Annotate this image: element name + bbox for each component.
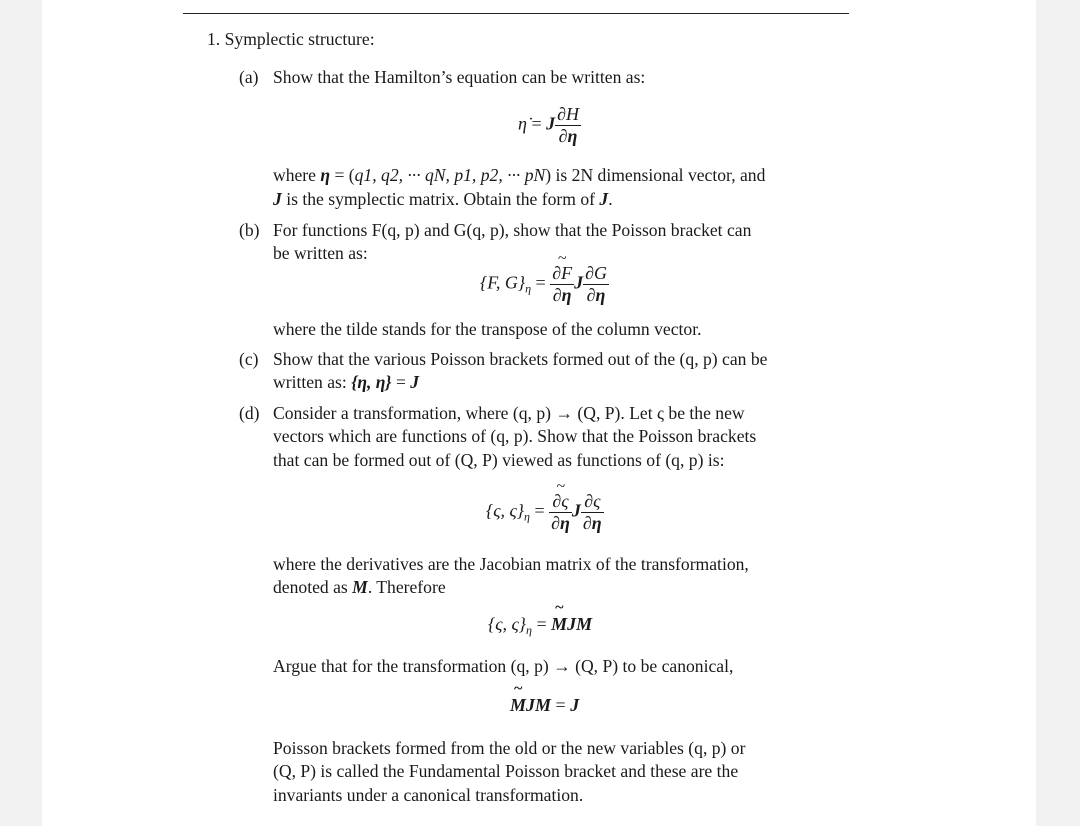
part-d-equation1: {ς, $\varsigma\}_\eta$ = ~ ∂ς ∂η J $\frac{\partial\varsigma}{\partial\eta}$ bbox=[486, 478, 602, 533]
part-d-line7: Poisson brackets formed from the old or the new variables (q, p) or bbox=[273, 738, 746, 758]
fraction-dG-deta: $\frac{\partial G}{\partial\eta}$ bbox=[585, 263, 607, 305]
part-c-line1: Show that the various Poisson brackets formed out of the (q, p) can be bbox=[273, 349, 768, 369]
part-d-line9: invariants under a canonical transformation. bbox=[273, 785, 584, 805]
problem-number: 1. bbox=[207, 29, 221, 49]
part-d-equation2: {ς, $\varsigma\}_\eta$ = ~ MJM bbox=[488, 599, 593, 637]
part-d-line1: Consider a transformation, where (q, p) → (Q, P). Let ς be the new bbox=[273, 403, 745, 423]
M-transpose: ~ M bbox=[551, 599, 568, 634]
part-d-line2: vectors which are functions of (q, p). Show that the Poisson brackets bbox=[273, 426, 757, 446]
part-b-label: (b) bbox=[239, 220, 260, 240]
part-c-line2: written as: {η, η} = J bbox=[273, 372, 420, 392]
part-d-line5: denoted as M. Therefore bbox=[273, 577, 446, 597]
part-b-after: where the tilde stands for the transpose of the column vector. bbox=[273, 319, 702, 339]
fraction-dH-deta: $\frac{\partial H}{\partial\eta}$ bbox=[557, 104, 579, 146]
top-rule bbox=[183, 13, 849, 14]
eta-dot: η̇ bbox=[518, 113, 527, 134]
part-d-label: (d) bbox=[239, 403, 260, 423]
fraction-dF-deta-transposed: ~ ∂F ∂η bbox=[552, 250, 573, 305]
part-d-line8: (Q, P) is called the Fundamental Poisson bracket and these are the bbox=[273, 761, 739, 781]
part-d-equation3: ~ MJM = J bbox=[510, 680, 580, 715]
M-transpose: ~ M bbox=[510, 680, 527, 715]
part-d-line4: where the derivatives are the Jacobian matrix of the transformation, bbox=[273, 554, 749, 574]
problem-title: Symplectic structure: bbox=[224, 29, 375, 49]
part-a-where-line1: where η = (q1, q2, ··· qN, p1, p2, ··· pN) is 2N dimensional vector, and bbox=[273, 165, 766, 185]
part-b-line2: be written as: bbox=[273, 243, 368, 263]
part-b-line1: For functions F(q, p) and G(q, p), show that the Poisson bracket can bbox=[273, 220, 752, 240]
part-b-equation: {F, $G\}_\eta$ = ~ ∂F ∂η J $\frac{\partial G}{\partial\eta}$ bbox=[480, 250, 607, 305]
part-c-label: (c) bbox=[239, 349, 259, 369]
fraction-dzeta-deta: $\frac{\partial\varsigma}{\partial\eta}$ bbox=[582, 491, 602, 533]
part-a-label: (a) bbox=[239, 67, 259, 87]
part-a-where-line2: J is the symplectic matrix. Obtain the form of J. bbox=[273, 189, 613, 209]
problem-heading bbox=[207, 28, 375, 52]
part-a-equation: η̇ = J $\frac{\partial H}{\partial\eta}$ bbox=[518, 104, 579, 146]
fraction-dzeta-deta-transposed: ~ ∂ς ∂η bbox=[551, 478, 570, 533]
part-a-line1: Show that the Hamilton’s equation can be written as: bbox=[273, 67, 646, 87]
part-d-line6: Argue that for the transformation (q, p) → (Q, P) to be canonical, bbox=[273, 656, 734, 676]
part-d-line3: that can be formed out of (Q, P) viewed as functions of (q, p) is: bbox=[273, 450, 725, 470]
